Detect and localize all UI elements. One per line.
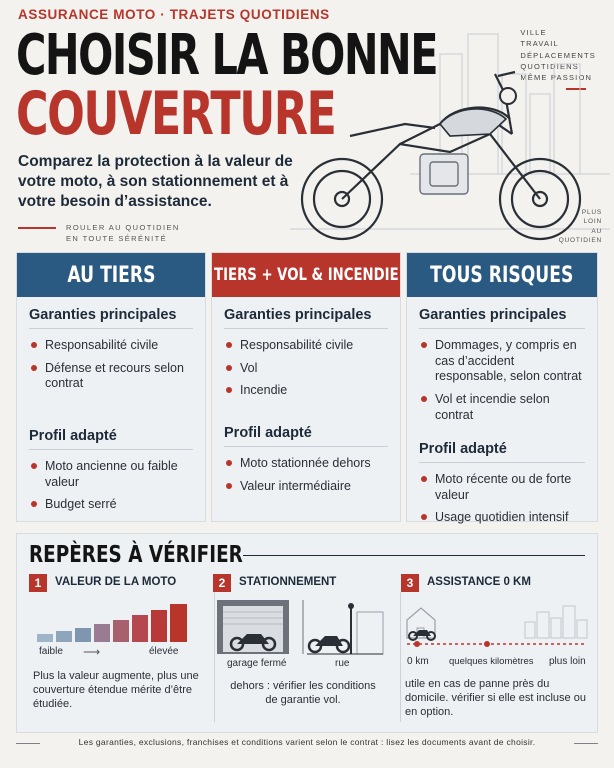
item-description: Plus la valeur augmente, plus une couverture étendue mérite d’être étudiée. (33, 670, 199, 710)
subtitle: Comparez la protection à la valeur de votre moto, à son stationnement et à votre besoin d’assistance. (18, 153, 293, 211)
right-tag-3: AU (591, 227, 602, 235)
arrow-right-icon: ⟶ (83, 645, 101, 659)
tagline (66, 223, 180, 245)
right-tag-4: QUOTIDIEN (558, 237, 602, 245)
list-item: Responsabilité civile (29, 338, 193, 354)
km0-label: 0 km (407, 656, 429, 667)
tagline-2: EN TOUTE SÉRÉNITÉ (66, 233, 168, 243)
right-tag-2: LOIN (583, 218, 602, 226)
list-item: Usage quotidien intensif (419, 510, 585, 526)
page-title-line1: CHOISIR LA BONNE (16, 23, 438, 88)
item-description: utile en cas de panne près du domicile. vérifier si elle est incluse ou en option. (405, 678, 586, 718)
item-title: STATIONNEMENT (239, 576, 337, 588)
value-bars-icon (37, 600, 189, 642)
card-title: TOUS RISQUES (430, 262, 574, 288)
item-title: VALEUR DE LA MOTO (55, 576, 177, 588)
km-mid-label: quelques kilomètres (449, 656, 534, 667)
page-title-line2: COUVERTURE (16, 79, 336, 149)
list-item: Vol (224, 361, 388, 377)
km-far-label: plus loin (549, 656, 586, 667)
coverage-card-tiers (16, 252, 206, 522)
right-tag-1: PLUS (581, 209, 602, 216)
card-header (17, 253, 205, 297)
list-item: Moto ancienne ou faible valeur (29, 459, 193, 490)
card-header (212, 253, 400, 297)
list-item: Défense et recours selon contrat (29, 361, 193, 392)
side-tag-1: VILLE (520, 28, 547, 37)
check-item-assistance (401, 574, 591, 729)
list-item: Responsabilité civile (224, 338, 388, 354)
side-tag-5: MÊME PASSION (520, 73, 593, 82)
profile-label: Profil adapté (224, 425, 388, 447)
tag-divider (18, 227, 56, 229)
footer-disclaimer: Les garanties, exclusions, franchises et conditions varient selon le contrat : lisez les documents avant de choisir. (78, 737, 536, 747)
garage-label: garage fermé (227, 658, 287, 669)
list-item: Dommages, y compris en cas d’accident responsable, selon contrat (419, 338, 585, 385)
item-title: ASSISTANCE 0 KM (427, 576, 531, 588)
checks-rule (243, 555, 585, 556)
check-item-value (29, 574, 209, 729)
coverage-card-tiers-vol-incendie (211, 252, 401, 522)
tagline-1: ROULER AU QUOTIDIEN (66, 223, 180, 232)
checks-title: REPÈRES À VÉRIFIER (29, 542, 243, 568)
side-tag-2: TRAVAIL (520, 39, 559, 49)
value-low-label: faible (39, 646, 63, 657)
coverage-card-tous-risques (406, 252, 598, 525)
right-tag (559, 208, 602, 246)
guarantees-label: Garanties principales (419, 307, 585, 329)
value-high-label: élevée (149, 646, 179, 657)
item-description: dehors : vérifier les conditions de garantie vol. (230, 680, 376, 706)
side-tag-4: QUOTIDIENS (520, 61, 579, 71)
item-number: 2 (213, 574, 231, 592)
check-item-parking (213, 574, 393, 729)
distance-route-icon (403, 598, 589, 650)
parking-icon (215, 598, 385, 656)
card-title: AU TIERS (66, 262, 156, 288)
item-number: 3 (401, 574, 419, 592)
kicker: ASSURANCE MOTO · TRAJETS QUOTIDIENS (18, 7, 330, 22)
list-item: Vol et incendie selon contrat (419, 392, 585, 423)
list-item: Moto récente ou de forte valeur (419, 472, 585, 503)
list-item: Budget serré (29, 497, 193, 513)
street-label: rue (335, 658, 350, 669)
list-item: Moto stationnée dehors (224, 456, 388, 472)
guarantees-label: Garanties principales (224, 307, 388, 329)
item-number: 1 (29, 574, 47, 592)
side-tag-3: DÉPLACEMENTS (520, 50, 596, 60)
checks-panel (16, 533, 598, 733)
profile-label: Profil adapté (29, 428, 193, 450)
profile-label: Profil adapté (419, 441, 585, 463)
card-title: TIERS + VOL & INCENDIE (213, 265, 399, 285)
guarantees-label: Garanties principales (29, 307, 193, 329)
list-item: Valeur intermédiaire (224, 479, 388, 495)
card-header (407, 253, 597, 297)
list-item: Incendie (224, 383, 388, 399)
